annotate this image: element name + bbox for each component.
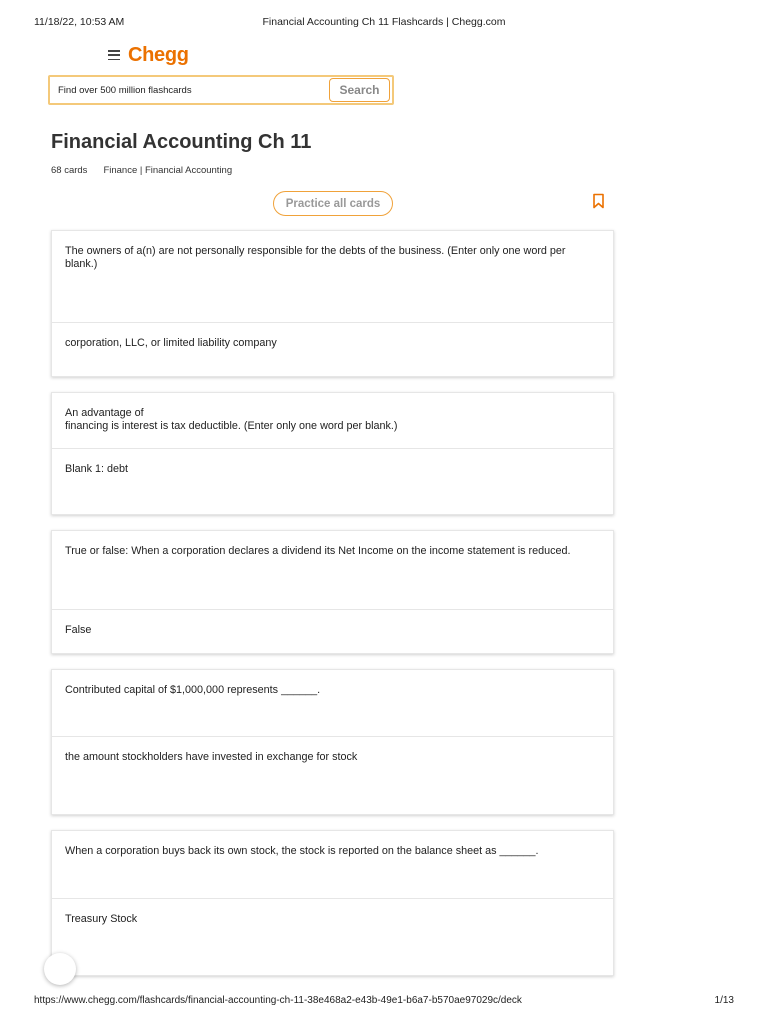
- flashcard-back: [52, 449, 613, 476]
- flashcard-answer: the amount stockholders have invested in exchange for stock: [65, 751, 358, 763]
- flashcard-front: [52, 393, 613, 449]
- flashcard-back: [52, 899, 613, 926]
- print-footer: [0, 995, 768, 1009]
- flashcard: [51, 669, 614, 815]
- flashcard-back: [52, 610, 613, 637]
- flashcard-answer: corporation, LLC, or limited liability company: [65, 337, 277, 349]
- flashcard-front: [52, 670, 613, 737]
- flashcard: [51, 530, 614, 654]
- print-page-number: 1/13: [714, 995, 734, 1006]
- deck-meta: [51, 165, 232, 176]
- top-nav: [108, 42, 189, 68]
- deck-subject-link[interactable]: Finance | Financial Accounting: [103, 165, 233, 176]
- flashcard-answer: False: [65, 624, 92, 636]
- hamburger-icon[interactable]: [108, 50, 120, 60]
- flashcard: [51, 392, 614, 515]
- flashcard-question: Contributed capital of $1,000,000 represents ______.: [65, 684, 321, 696]
- flashcard-answer: Blank 1: debt: [65, 463, 129, 475]
- flashcard: [51, 230, 614, 377]
- flashcard: [51, 830, 614, 976]
- flashcard-question: The owners of a(n) are not personally responsible for the debts of the business. (Enter only one word per blank.): [65, 245, 566, 270]
- deck-title: Financial Accounting Ch 11: [51, 131, 312, 153]
- floating-action-button[interactable]: [44, 953, 76, 985]
- practice-all-cards-button[interactable]: Practice all cards: [273, 191, 393, 216]
- print-datetime: 11/18/22, 10:53 AM: [34, 16, 125, 28]
- flashcard-front: [52, 831, 613, 899]
- bookmark-icon[interactable]: [592, 193, 605, 209]
- flashcard-question: True or false: When a corporation declares a dividend its Net Income on the income statement is reduced.: [65, 545, 571, 557]
- print-header: [0, 16, 768, 30]
- flashcard-question: When a corporation buys back its own stock, the stock is reported on the balance sheet as ______.: [65, 845, 539, 857]
- search-bar: [48, 75, 394, 105]
- card-count: 68 cards: [51, 165, 88, 176]
- flashcard-front: [52, 231, 613, 323]
- search-input[interactable]: [58, 82, 328, 98]
- flashcard-front: [52, 531, 613, 610]
- flashcard-question-line: An advantage of: [65, 407, 144, 419]
- print-page-title: Financial Accounting Ch 11 Flashcards | Chegg.com: [262, 16, 506, 28]
- print-url: https://www.chegg.com/flashcards/financial-accounting-ch-11-38e468a2-e43b-49e1-b6a7-b570ae97029c/deck: [34, 995, 522, 1006]
- chegg-logo[interactable]: Chegg: [128, 43, 189, 66]
- flashcard-answer: Treasury Stock: [65, 913, 138, 925]
- flashcard-question-line: financing is interest is tax deductible. (Enter only one word per blank.): [65, 420, 398, 432]
- search-button[interactable]: Search: [329, 78, 390, 102]
- flashcard-back: [52, 323, 613, 350]
- flashcard-back: [52, 737, 613, 764]
